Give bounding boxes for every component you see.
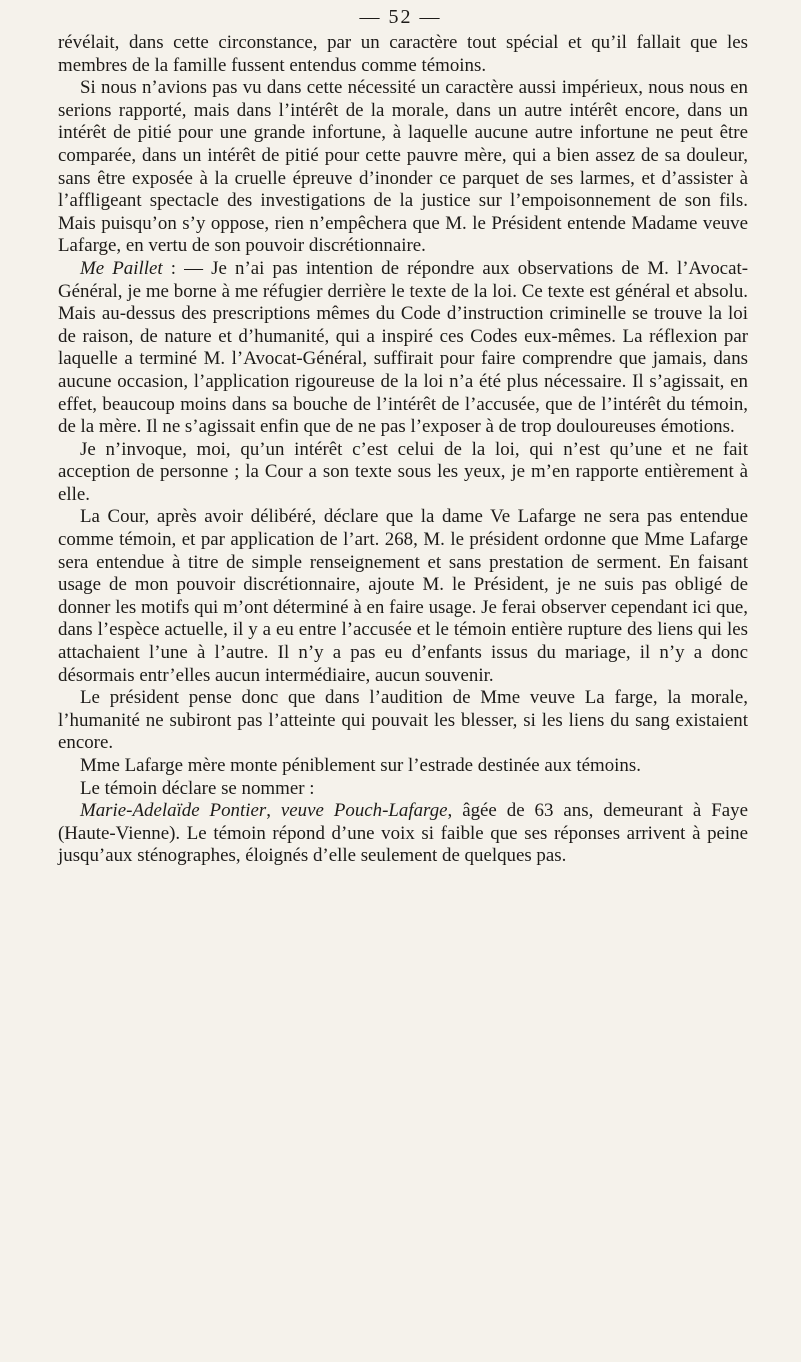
paragraph bbox=[58, 258, 748, 439]
paragraph-text: Mme Lafarge mère monte péniblement sur l’estrade destinée aux témoins. bbox=[80, 755, 641, 776]
paragraph-text: révélait, dans cette circonstance, par un caractère tout spécial et qu’il fallait que les membres de la famille fussent entendus comme témoins. bbox=[58, 32, 748, 76]
paragraph-text: , âgée de 63 ans, demeurant à Faye (Haute-Vienne). Le témoin répond d’une voix si faible que ses réponses arrivent à peine jusqu’aux sténographes, éloignés d’elle seulement de quelques pas. bbox=[58, 800, 748, 867]
separator-text: , bbox=[266, 800, 281, 822]
paragraph-text: Le président pense donc que dans l’audition de Mme veuve La farge, la morale, l’humanité ne subiront pas l’atteinte qui pouvait les blesser, si les liens du sang existaient encore. bbox=[58, 687, 748, 754]
paragraph-text: Je n’invoque, moi, qu’un intérêt c’est celui de la loi, qui n’est qu’une et ne fait acception de personne ; la Cour a son texte sous les yeux, je m’en rapporte entièrement à elle. bbox=[58, 438, 748, 505]
paragraph bbox=[58, 32, 748, 77]
paragraph bbox=[58, 755, 748, 778]
paragraph-text: Si nous n’avions pas vu dans cette nécessité un caractère aussi impérieux, nous nous en serions rapporté, mais dans l’intérêt de la morale, dans un autre intérêt encore, dans un intérêt de pitié pour une grande infortune, à laquelle aucune autre infortune ne peut être comparée, dans un intérêt de pitié pour cette pauvre mère, qui a bien assez de sa douleur, sans être exposée à la cruelle épreuve d’inonder ce parquet de ses larmes, et d’assister à l’affligeant spectacle des investigations de la justice sur l’empoisonnement de son fils. Mais puisqu’on s’y oppose, rien n’empêchera que M. le Président entende Madame veuve Lafarge, en vertu de son pouvoir discrétionnaire. bbox=[58, 77, 748, 257]
page-number: — 52 — bbox=[359, 6, 442, 28]
paragraph bbox=[58, 800, 748, 868]
paragraph-text: Le témoin déclare se nommer : bbox=[80, 777, 315, 799]
paragraph bbox=[58, 778, 748, 801]
witness-name: Marie-Adelaïde Pontier bbox=[80, 800, 267, 822]
paragraph-text: : — Je n’ai pas intention de répondre aux observations de M. l’Avocat-Général, je me borne à me réfugier derrière le texte de la loi. Ce texte est général et absolu. Mais au-dessus des prescriptions mêmes du Code d’instruction criminelle se trouve la loi de raison, de nature et d’humanité, qui a inspiré ces Codes eux-mêmes. La réflexion par laquelle a terminé M. l’Avocat-Général, suffirait pour faire comprendre que jamais, dans aucune occasion, l’application rigoureuse de la loi n’a été plus nécessaire. Il s’agissait, en effet, beaucoup moins dans sa bouche de l’intérêt de l’accusée, que de l’intérêt du témoin, de la mère. Il ne s’agissait enfin que de ne pas l’exposer à de trop douloureuses émotions. bbox=[58, 257, 748, 438]
paragraph-text: La Cour, après avoir délibéré, déclare que la dame Ve Lafarge ne sera pas entendue comme témoin, et par application de l’art. 268, M. le président ordonne que Mme Lafarge sera entendue à titre de simple renseignement et sans prestation de serment. En faisant usage de mon pouvoir discrétionnaire, ajoute M. le Président, je ne suis pas obligé de donner les motifs qui m’ont déterminé à en faire usage. Je ferai observer cependant ici que, dans l’espèce actuelle, il y a eu entre l’accusée et le témoin entière rupture des liens qui les attachaient l’une à l’autre. Il n’y a pas eu d’enfants issus du mariage, il n’y a donc désormais entr’elles aucun intermédiaire, aucun souvenir. bbox=[58, 506, 748, 686]
witness-surname: veuve Pouch-Lafarge bbox=[280, 800, 448, 822]
body-text bbox=[58, 32, 748, 868]
paragraph bbox=[58, 687, 748, 755]
speaker-name: Me Paillet bbox=[80, 257, 163, 279]
paragraph bbox=[58, 77, 748, 258]
paragraph bbox=[58, 506, 748, 687]
paragraph bbox=[58, 439, 748, 507]
